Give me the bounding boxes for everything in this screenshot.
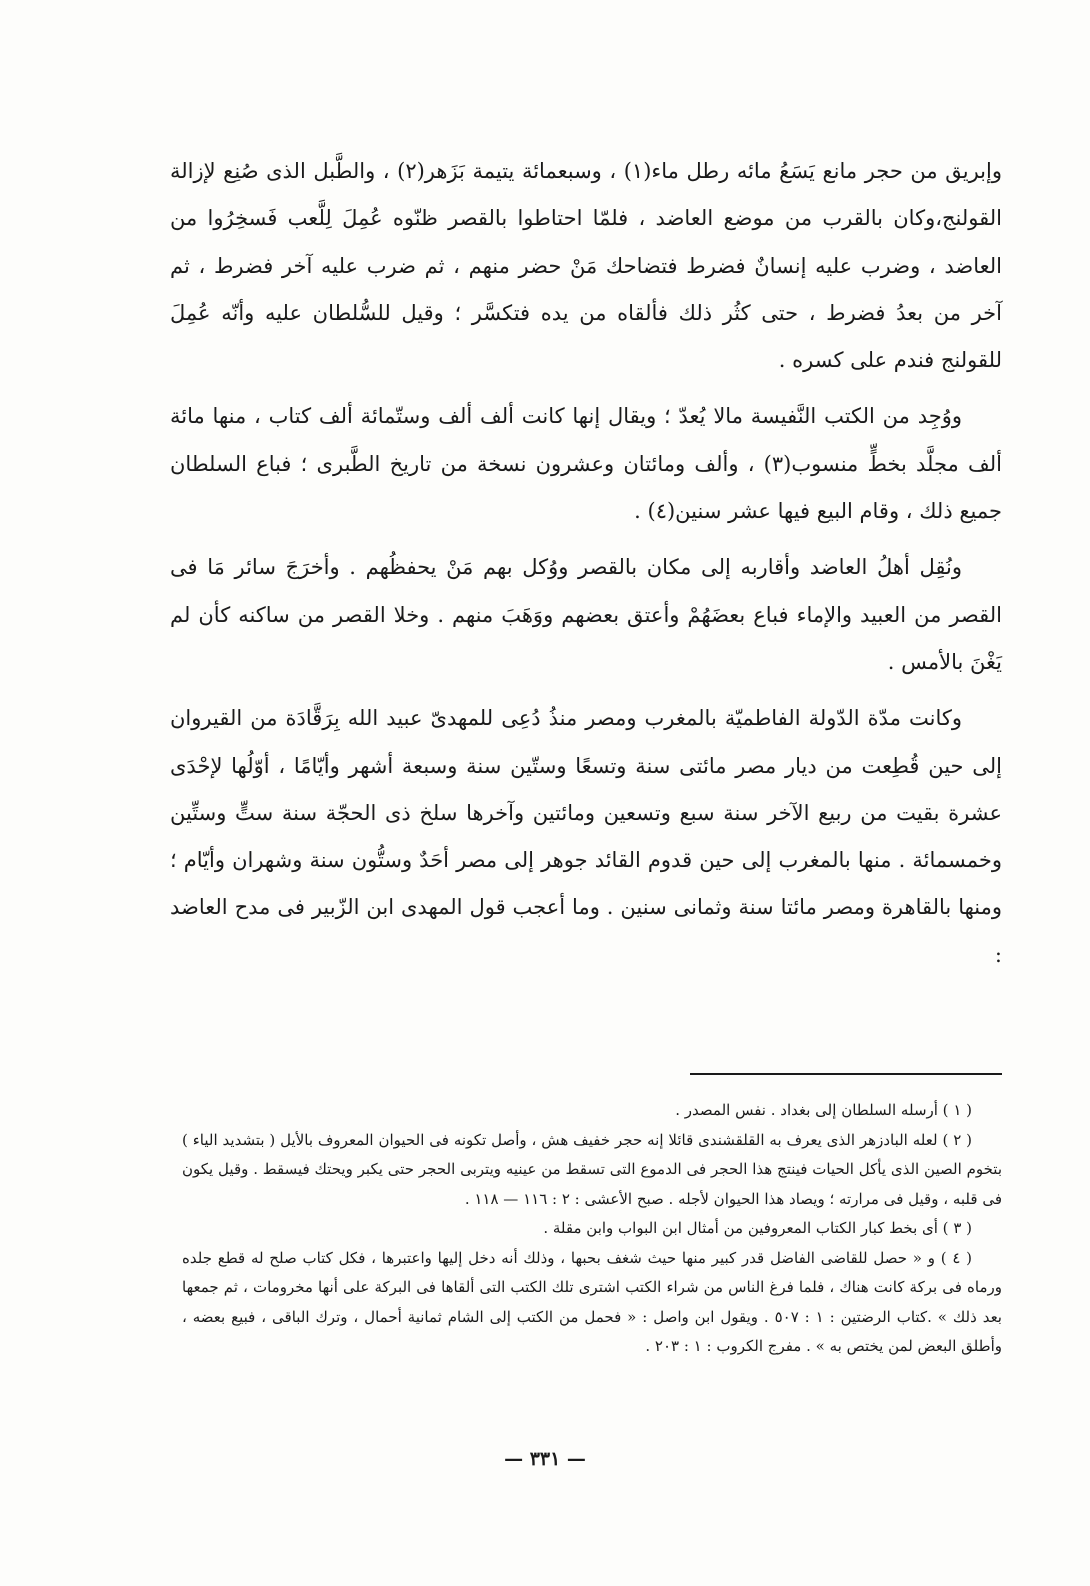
footnotes <box>182 1096 1002 1362</box>
footnote-3: ( ٣ ) أى بخط كبار الكتاب المعروفين من أمثال ابن البواب وابن مقلة . <box>543 1219 972 1237</box>
footnote-4: ( ٤ ) و « حصل للقاضى الفاضل قدر كبير منها حيث شغف بحبها ، وذلك أنه دخل إليها واعتبرها ، فكل كتاب صلح له قطع جلده ورماه فى بركة كانت هناك ، فلما فرغ الناس من شراء الكتب اشترى تلك الكتب التى ألقاها فى البركة على أنها مخرومات ، ثم جمعها بعد ذلك » .كتاب الرضتين : ١ : ٥٠٧ . ويقول ابن واصل : « فحمل من الكتب إلى الشام ثمانية أحمال ، وترك الباقى ، فبيع بعضه ، وأطلق البعض لمن يختص به » . مفرج الكروب : ١ : ٢٠٣ . <box>182 1248 1002 1355</box>
paragraph-4: وكانت مدّة الدّولة الفاطميّة بالمغرب ومصر منذُ دُعِى للمهدىّ عبيد الله بِرَقَّادَة من القيروان إلى حين قُطِعت من ديار مصر مائتى سنة وتسعًا وستّين سنة وسبعة أشهر وأيّامًا ، أوّلُها لإحْدَى عشرة بقيت من ربيع الآخر سنة سبع وتسعين ومائتين وآخرها سلخ ذى الحجّة سنة ستٍّ وستِّين وخمسمائة . منها بالمغرب إلى حين قدوم القائد جوهر إلى مصر أحَدٌ وستُّون سنة وشهران وأيّام ؛ ومنها بالقاهرة ومصر مائتا سنة وثمانى سنين . وما أعجب قول المهدى ابن الزّبير فى مدح العاضد : <box>170 706 1002 967</box>
page-number: — ٣٣١ — <box>504 1448 586 1470</box>
paragraph-1: وإبريق من حجر مانع يَسَعُ مائه رطل ماء(١) ، وسبعمائة يتيمة بَزَهر(٢) ، والطَّبل الذى صُنِع لإزالة القولنج،وكان بالقرب من موضع العاضد ، فلمّا احتاطوا بالقصر ظنّوه عُمِلَ لِلَّعب فَسخِرُوا من العاضد ، وضرب عليه إنسانٌ فضرط فتضاحك مَنْ حضر منهم ، ثم ضرب عليه آخر فضرط ، ثم آخر من بعدُ فضرط ، حتى كثُر ذلك فألقاه من يده فتكسَّر ؛ وقيل للسُّلطان عليه وأنّه عُمِلَ للقولنج فندم على كسره . <box>170 159 1002 373</box>
footnote-1: ( ١ ) أرسله السلطان إلى بغداد . نفس المصدر . <box>675 1101 972 1119</box>
footnote-separator-rule <box>690 1073 1002 1075</box>
main-text <box>170 148 1002 979</box>
footnote-2: ( ٢ ) لعله البادزهر الذى يعرف به القلقشندى قائلا إنه حجر خفيف هش ، وأصل تكونه فى الحيوان المعروف بالأيل ( بتشديد الياء ) بتخوم الصين الذى يأكل الحيات فينتج هذا الحجر فى الدموع التى تسقط من عينيه ويتربى الحجر حتى يكبر ويحتك فيسقط . وقيل يكون فى قلبه ، وقيل فى مرارته ؛ ويصاد هذا الحيوان لأجله . صبح الأعشى : ٢ : ١١٦ — ١١٨ . <box>182 1130 1002 1208</box>
paragraph-3: ونُقِل أهلُ العاضد وأقاربه إلى مكان بالقصر ووُكل بهم مَنْ يحفظُهم . وأخرَجَ سائر مَا فى القصر من العبيد والإماء فباع بعضَهُمْ وأعتق بعضهم ووَهَبَ منهم . وخلا القصر من ساكنه كأن لم يَغْنَ بالأمس . <box>170 555 1002 674</box>
paragraph-2: ووُجِد من الكتب النَّفيسة مالا يُعدّ ؛ ويقال إنها كانت ألف ألف وستّمائة ألف كتاب ، منها مائة ألف مجلَّد بخطٍّ منسوب(٣) ، وألف ومائتان وعشرون نسخة من تاريخ الطَّبرى ؛ فباع السلطان جميع ذلك ، وقام البيع فيها عشر سنين(٤) . <box>170 404 1002 524</box>
